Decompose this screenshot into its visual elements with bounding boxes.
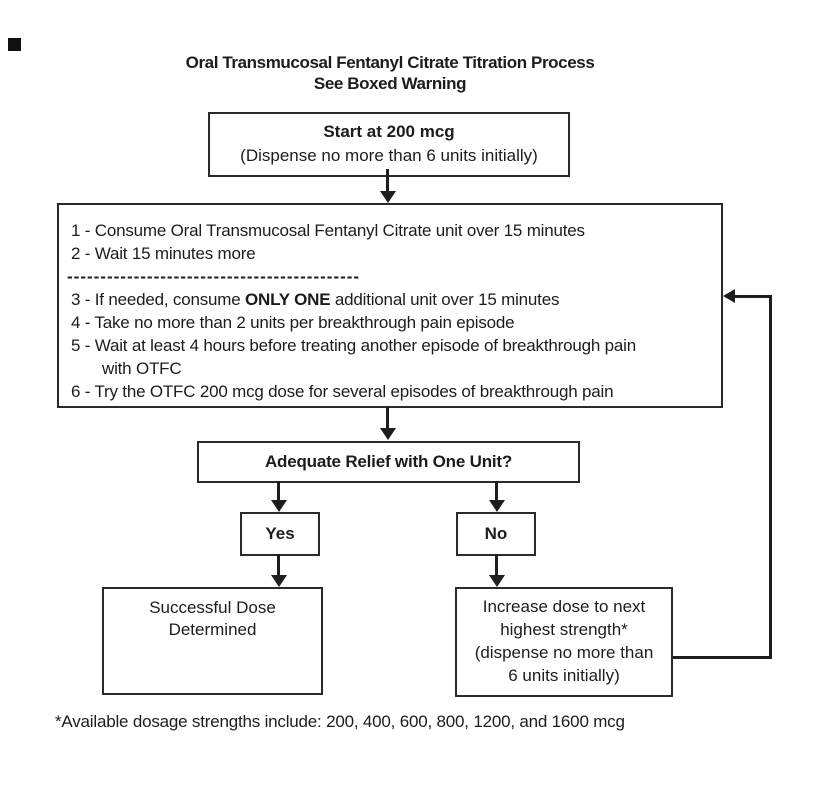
success-box	[102, 587, 323, 695]
arrowhead-no-to-increase	[489, 575, 505, 587]
corner-mark	[8, 38, 21, 51]
increase-line-4: 6 units initially)	[508, 666, 620, 685]
arrowhead-steps-to-decision	[380, 428, 396, 440]
arrowhead-yes-to-success	[271, 575, 287, 587]
yes-box	[240, 512, 320, 556]
no-label: No	[484, 524, 508, 543]
steps-box	[57, 203, 723, 408]
title-line-2: See Boxed Warning	[313, 74, 467, 93]
arrowhead-feedback-to-steps	[723, 289, 735, 303]
connector-steps-to-decision	[386, 407, 389, 430]
connector-no-to-increase	[495, 554, 498, 576]
step-3-emphasis: ONLY ONE	[245, 290, 331, 309]
arrowhead-start-to-steps	[380, 191, 396, 203]
success-line-2: Determined	[168, 620, 257, 639]
arrowhead-decision-to-yes	[271, 500, 287, 512]
step-3-post: additional unit over 15 minutes	[330, 290, 560, 309]
start-box-dose: Start at 200 mcg	[323, 122, 455, 141]
increase-line-3: (dispense no more than	[474, 643, 654, 662]
yes-label: Yes	[265, 524, 295, 543]
increase-line-1: Increase dose to next	[482, 597, 646, 616]
connector-decision-to-no	[495, 481, 498, 501]
increase-line-2: highest strength*	[500, 620, 628, 639]
step-3	[71, 288, 721, 311]
feedback-line-vertical	[769, 295, 772, 659]
step-2: 2 - Wait 15 minutes more	[71, 244, 256, 263]
step-5-line-1: 5 - Wait at least 4 hours before treating another episode of breakthrough pain	[71, 336, 636, 355]
chart-title	[0, 52, 780, 94]
decision-question: Adequate Relief with One Unit?	[264, 452, 513, 471]
start-box	[208, 112, 570, 177]
success-line-1: Successful Dose	[149, 598, 276, 617]
step-6: 6 - Try the OTFC 200 mcg dose for several episodes of breakthrough pain	[71, 382, 614, 401]
decision-box	[197, 441, 580, 483]
step-5-line-2: with OTFC	[102, 359, 182, 378]
step-4: 4 - Take no more than 2 units per breakthrough pain episode	[71, 313, 515, 332]
connector-start-to-steps	[386, 169, 389, 193]
no-box	[456, 512, 536, 556]
feedback-line-top	[735, 295, 772, 298]
step-1: 1 - Consume Oral Transmucosal Fentanyl Citrate unit over 15 minutes	[71, 221, 585, 240]
connector-decision-to-yes	[277, 481, 280, 501]
steps-separator: --------------------------------------------	[67, 267, 361, 286]
start-box-dispense-note: (Dispense no more than 6 units initially)	[240, 146, 538, 165]
title-line-1: Oral Transmucosal Fentanyl Citrate Titration Process	[185, 53, 595, 72]
step-3-pre: 3 - If needed, consume	[71, 290, 246, 309]
footnote: *Available dosage strengths include: 200, 400, 600, 800, 1200, and 1600 mcg	[55, 712, 625, 731]
arrowhead-decision-to-no	[489, 500, 505, 512]
increase-box	[455, 587, 673, 697]
feedback-line-bottom	[673, 656, 772, 659]
connector-yes-to-success	[277, 554, 280, 576]
